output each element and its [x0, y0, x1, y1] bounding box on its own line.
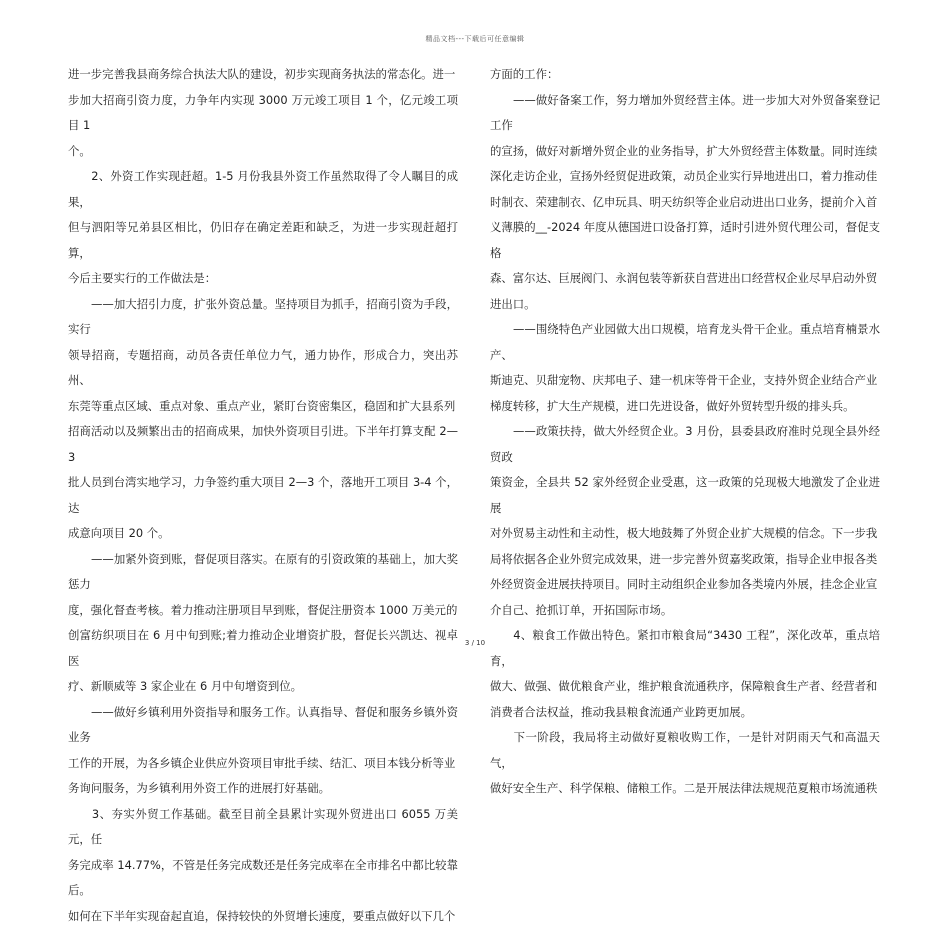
text-line: 介自己、抢抓订单，开拓国际市场。	[490, 598, 880, 624]
page-header: 精品文档---下载后可任意编辑	[0, 34, 950, 44]
text-line: 做好安全生产、科学保粮、储粮工作。二是开展法律法规规范夏粮市场流通秩	[490, 776, 880, 802]
text-line: 4、粮食工作做出特色。紧扣市粮食局“3430 工程”，深化改革，重点培育，	[490, 623, 880, 674]
text-line: 个。	[68, 139, 458, 165]
text-line: 如何在下半年实现奋起直追，保持较快的外贸增长速度，要重点做好以下几个	[68, 904, 458, 929]
text-line: 消费者合法权益，推动我县粮食流通产业跨更加展。	[490, 700, 880, 726]
text-line: 局将依据各企业外贸完成效果，进一步完善外贸嘉奖政策，指导企业申报各类	[490, 547, 880, 573]
text-line: 策资金，全县共 52 家外经贸企业受惠，这一政策的兑现极大地激发了企业进展	[490, 470, 880, 521]
text-line: 批人员到台湾实地学习，力争签约重大项目 2—3 个，落地开工项目 3-4 个，达	[68, 470, 458, 521]
right-column	[490, 62, 880, 802]
text-line: 东莞等重点区域、重点对象、重点产业，紧盯台资密集区，稳固和扩大县系列	[68, 394, 458, 420]
text-line: 今后主要实行的工作做法是：	[68, 266, 458, 292]
text-line: 森、富尔达、巨展阀门、永润包装等新获自营进出口经营权企业尽早启动外贸	[490, 266, 880, 292]
text-line: ——做好乡镇利用外资指导和服务工作。认真指导、督促和服务乡镇外资业务	[68, 700, 458, 751]
text-line: 下一阶段，我局将主动做好夏粮收购工作，一是针对阴雨天气和高温天气，	[490, 725, 880, 776]
text-line: ——围绕特色产业园做大出口规模，培育龙头骨干企业。重点培育楠景水产、	[490, 317, 880, 368]
text-line: ——加紧外资到账，督促项目落实。在原有的引资政策的基础上，加大奖惩力	[68, 547, 458, 598]
page-number: 3 / 10	[0, 639, 950, 647]
text-line: 疗、新顺威等 3 家企业在 6 月中旬增资到位。	[68, 674, 458, 700]
text-line: ——加大招引力度，扩张外资总量。坚持项目为抓手，招商引资为手段，实行	[68, 292, 458, 343]
text-line: 3、夯实外贸工作基础。截至目前全县累计实现外贸进出口 6055 万美元，任	[68, 802, 458, 853]
text-line: 步加大招商引资力度，力争年内实现 3000 万元竣工项目 1 个，亿元竣工项目 1	[68, 88, 458, 139]
text-line: 2、外资工作实现赶超。1-5 月份我县外资工作虽然取得了令人瞩目的成果，	[68, 164, 458, 215]
text-line: ——做好备案工作，努力增加外贸经营主体。进一步加大对外贸备案登记工作	[490, 88, 880, 139]
text-line: 招商活动以及频繁出击的招商成果，加快外资项目引进。下半年打算支配 2—3	[68, 419, 458, 470]
text-line: 梯度转移，扩大生产规模，进口先进设备，做好外贸转型升级的排头兵。	[490, 394, 880, 420]
text-line: 进一步完善我县商务综合执法大队的建设，初步实现商务执法的常态化。进一	[68, 62, 458, 88]
text-line: 时制衣、荣建制衣、亿申玩具、明天纺织等企业启动进出口业务，提前介入首	[490, 190, 880, 216]
text-line: 做大、做强、做优粮食产业，维护粮食流通秩序，保障粮食生产者、经营者和	[490, 674, 880, 700]
text-line: 度，强化督查考核。着力推动注册项目早到账，督促注册资本 1000 万美元的	[68, 598, 458, 624]
text-line: 成意向项目 20 个。	[68, 521, 458, 547]
text-line: 深化走访企业，宣扬外经贸促进政策，动员企业实行异地进出口，着力推动佳	[490, 164, 880, 190]
text-line: 创富纺织项目在 6 月中旬到账;着力推动企业增资扩股，督促长兴凯达、视卓医	[68, 623, 458, 674]
text-line: 斯迪克、贝甜宠物、庆邦电子、建一机床等骨干企业，支持外贸企业结合产业	[490, 368, 880, 394]
text-line: 工作的开展，为各乡镇企业供应外资项目审批手续、结汇、项目本钱分析等业	[68, 751, 458, 777]
text-line: 外经贸资金进展扶持项目。同时主动组织企业参加各类境内外展，挂念企业宣	[490, 572, 880, 598]
text-line: 方面的工作：	[490, 62, 880, 88]
text-line: 务询问服务，为乡镇利用外资工作的进展打好基础。	[68, 776, 458, 802]
text-line: 领导招商，专题招商，动员各责任单位力气，通力协作，形成合力，突出苏州、	[68, 343, 458, 394]
left-column	[68, 62, 458, 929]
text-line: 务完成率 14.77%，不管是任务完成数还是任务完成率在全市排名中都比较靠后。	[68, 853, 458, 904]
text-line: 进出口。	[490, 292, 880, 318]
text-line: 的宣扬，做好对新增外贸企业的业务指导，扩大外贸经营主体数量。同时连续	[490, 139, 880, 165]
text-line: 义薄膜的__-2024 年度从德国进口设备打算，适时引进外贸代理公司，督促支格	[490, 215, 880, 266]
text-line: ——政策扶持，做大外经贸企业。3 月份，县委县政府准时兑现全县外经贸政	[490, 419, 880, 470]
text-line: 但与泗阳等兄弟县区相比，仍旧存在确定差距和缺乏，为进一步实现赶超打算，	[68, 215, 458, 266]
text-line: 对外贸易主动性和主动性，极大地鼓舞了外贸企业扩大规模的信念。下一步我	[490, 521, 880, 547]
